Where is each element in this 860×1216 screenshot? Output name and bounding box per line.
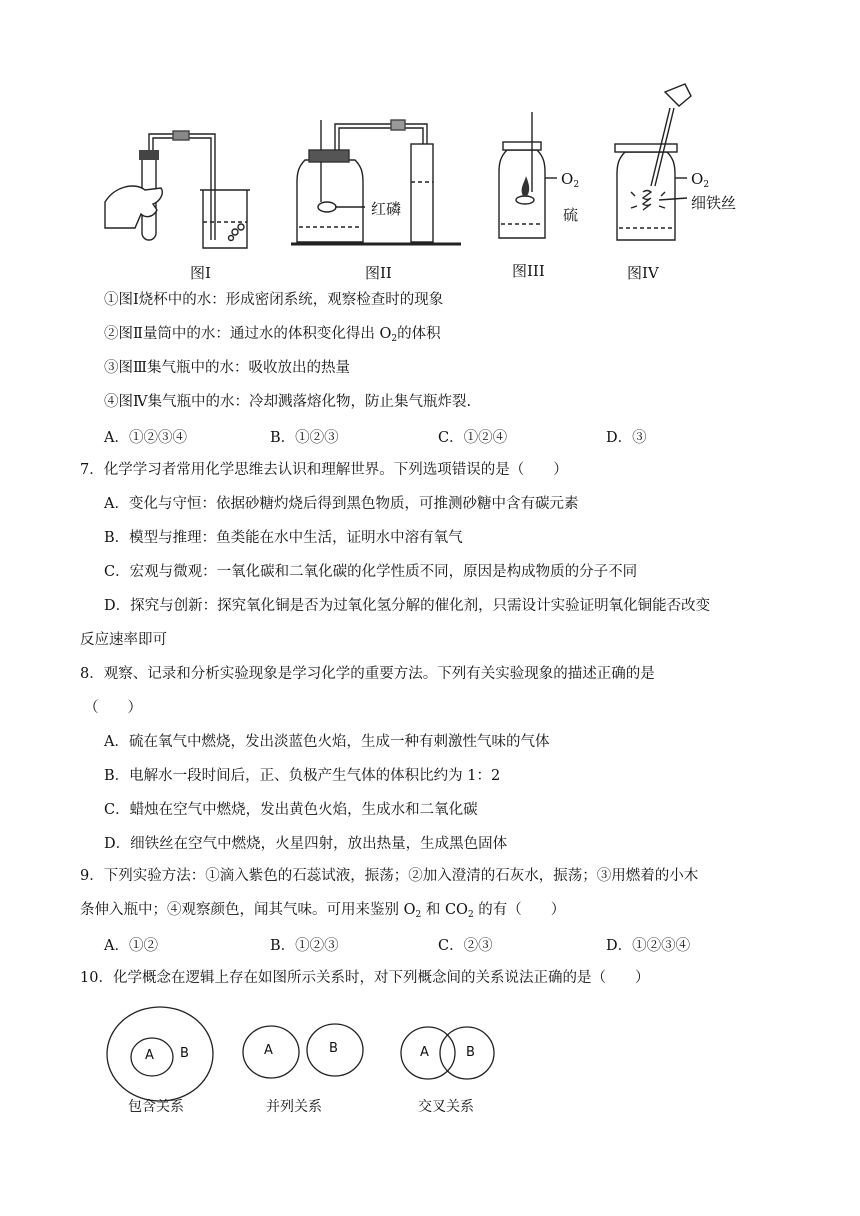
fig1-apparatus: [105, 131, 250, 248]
q8-stem: 8．观察、记录和分析实验现象是学习化学的重要方法。下列有关实验现象的描述正确的是: [80, 666, 655, 682]
q10-stem: 10．化学概念在逻辑上存在如图所示关系时，对下列概念间的关系说法正确的是（ ）: [80, 970, 650, 986]
label-o2-fig4: $O_2$: [691, 170, 710, 190]
q6-options: [0, 426, 860, 448]
q6-option-c[interactable]: C．①②④: [438, 430, 508, 446]
q6-item-2: ②图Ⅱ量筒中的水：通过水的体积变化得出 $O_2$的体积: [104, 326, 441, 344]
apparatus-drawing: [95, 82, 775, 287]
venn-diagrams: [100, 1000, 520, 1130]
fig2-apparatus: [291, 120, 461, 244]
inclusion-label-b: B: [180, 1046, 189, 1061]
label-o2-fig3: $O_2$: [561, 170, 580, 190]
caption-fig1: 图I: [190, 264, 211, 282]
caption-fig2: 图II: [365, 264, 392, 282]
caption-parallel: 并列关系: [266, 1099, 322, 1115]
parallel-label-b: B: [329, 1041, 338, 1056]
inclusion-label-a: A: [145, 1048, 154, 1063]
q9-stem-line1: 9．下列实验方法：①滴入紫色的石蕊试液，振荡；②加入澄清的石灰水，振荡；③用燃着的小木: [80, 868, 699, 884]
q7-option-b[interactable]: B．模型与推理：鱼类能在水中生活，证明水中溶有氧气: [104, 530, 463, 546]
intersect-label-a: A: [420, 1045, 429, 1060]
q9-options: [0, 934, 860, 956]
q8-option-a[interactable]: A．硫在氧气中燃烧，发出淡蓝色火焰，生成一种有刺激性气味的气体: [104, 734, 550, 750]
caption-fig3: 图III: [512, 262, 545, 280]
q8-answer-paren: （ ）: [84, 700, 142, 716]
q8-option-d[interactable]: D．细铁丝在空气中燃烧，火星四射，放出热量，生成黑色固体: [104, 836, 508, 852]
q6-item-1: ①图Ⅰ烧杯中的水：形成密闭系统，观察检查时的现象: [104, 292, 444, 308]
q7-option-a[interactable]: A．变化与守恒：依据砂糖灼烧后得到黑色物质，可推测砂糖中含有碳元素: [104, 496, 579, 512]
q9-stem-line2: 条伸入瓶中；④观察颜色，闻其气味。可用来鉴别 $O_2$ 和 $CO_2$ 的有（ ）: [80, 902, 566, 920]
label-iron-wire: 细铁丝: [691, 194, 737, 212]
q7-option-d-cont: 反应速率即可: [80, 632, 167, 648]
intersect-label-b: B: [466, 1045, 475, 1060]
q6-option-d[interactable]: D．③: [606, 430, 647, 446]
q9-option-b[interactable]: B．①②③: [270, 938, 339, 954]
q7-option-d[interactable]: D．探究与创新：探究氧化铜是否为过氧化氢分解的催化剂，只需设计实验证明氧化铜能否改变: [104, 598, 711, 614]
fig4-apparatus: [615, 84, 691, 240]
q7-stem: 7．化学学习者常用化学思维去认识和理解世界。下列选项错误的是（ ）: [80, 462, 568, 478]
q8-option-b[interactable]: B．电解水一段时间后，正、负极产生气体的体积比约为 1：2: [104, 768, 501, 784]
q6-option-a[interactable]: A．①②③④: [104, 430, 187, 446]
q9-option-c[interactable]: C．②③: [438, 938, 493, 954]
fig3-apparatus: [499, 112, 557, 238]
q6-option-b[interactable]: B．①②③: [270, 430, 339, 446]
experiment-figures: [95, 82, 775, 287]
q9-option-d[interactable]: D．①②③④: [606, 938, 691, 954]
parallel-label-a: A: [264, 1043, 273, 1058]
label-red-phosphorus: 红磷: [371, 200, 402, 218]
caption-fig4: 图IV: [627, 264, 659, 282]
caption-inclusion: 包含关系: [128, 1099, 184, 1115]
q6-item-3: ③图Ⅲ集气瓶中的水：吸收放出的热量: [104, 360, 350, 376]
caption-intersect: 交叉关系: [418, 1099, 474, 1115]
inclusion-outer-circle: [107, 1007, 213, 1101]
q6-item-4: ④图Ⅳ集气瓶中的水：冷却溅落熔化物，防止集气瓶炸裂.: [104, 394, 472, 410]
q9-option-a[interactable]: A．①②: [104, 938, 158, 954]
q7-option-c[interactable]: C．宏观与微观：一氧化碳和二氧化碳的化学性质不同，原因是构成物质的分子不同: [104, 564, 638, 580]
label-sulfur: 硫: [563, 206, 579, 224]
q8-option-c[interactable]: C．蜡烛在空气中燃烧，发出黄色火焰，生成水和二氧化碳: [104, 802, 478, 818]
